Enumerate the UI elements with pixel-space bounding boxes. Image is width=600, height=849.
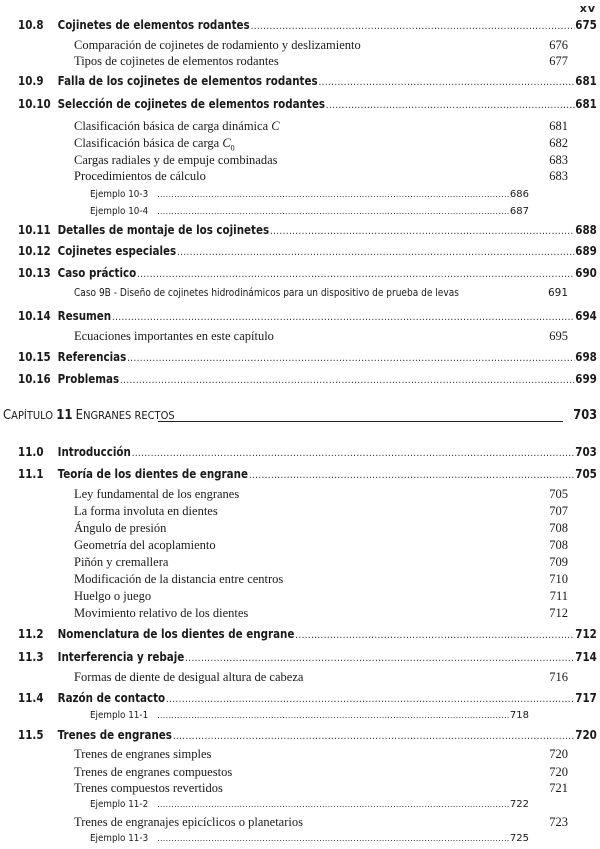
page-number: 725: [509, 833, 529, 844]
section-title: Selección de cojinetes de elementos rodantes: [57, 97, 325, 111]
page-number: 689: [575, 244, 597, 258]
toc-section-11-0[interactable]: [0, 443, 597, 461]
example-title: Ejemplo 10-3: [90, 189, 149, 200]
section-number: 10.8: [18, 18, 44, 32]
leader-dots: [132, 445, 575, 463]
page-number: 699: [575, 372, 597, 386]
page-number: 714: [575, 650, 597, 664]
page-number: 688: [575, 223, 597, 237]
toc-subentry[interactable]: [0, 502, 600, 520]
leader-dots: [120, 372, 574, 390]
toc-example[interactable]: [0, 707, 600, 725]
leader-dots: [137, 266, 574, 284]
subentry-title: Ley fundamental de los engranes: [74, 487, 240, 501]
toc-subentry[interactable]: [0, 779, 600, 797]
toc-subentry[interactable]: [0, 668, 600, 686]
subentry-title: Ecuaciones importantes en este capítulo: [74, 329, 274, 343]
chapter-rule: [158, 421, 563, 422]
section-number: 11.1: [18, 467, 44, 481]
subentry-title: Ángulo de presión: [74, 521, 167, 535]
page-number: 677: [549, 54, 568, 68]
page-number: 712: [549, 606, 568, 620]
example-title: Ejemplo 11-1: [90, 710, 149, 721]
subentry-title: Trenes de engranajes epicíclicos o planetarios: [74, 815, 303, 829]
leader-dots: [173, 728, 575, 746]
toc-subentry-case[interactable]: [0, 284, 600, 302]
page-number: 676: [549, 38, 568, 52]
toc-subentry[interactable]: [0, 536, 600, 554]
section-title: Interferencia y rebaje: [57, 650, 185, 664]
toc-section-10-16[interactable]: [0, 370, 597, 388]
toc-subentry[interactable]: [0, 745, 600, 763]
leader-dots: [157, 796, 509, 814]
toc-subentry[interactable]: [0, 553, 600, 571]
toc-section-10-10[interactable]: [0, 95, 597, 113]
toc-subentry[interactable]: [0, 52, 600, 70]
leader-dots: [157, 203, 509, 221]
leader-dots: [318, 74, 574, 92]
subentry-title: Clasificación básica de carga $C_0$: [74, 136, 235, 153]
subentry-title: Piñón y cremallera: [74, 555, 169, 569]
section-title: Trenes de engranes: [57, 728, 172, 742]
section-number: 11.4: [18, 691, 44, 705]
page-number: 682: [549, 136, 568, 150]
page-number: 698: [575, 350, 597, 364]
page-number: 686: [509, 189, 529, 200]
page-number: 720: [549, 747, 568, 761]
toc-section-11-5[interactable]: [0, 726, 597, 744]
leader-dots: [270, 223, 574, 241]
section-title: Razón de contacto: [57, 691, 166, 705]
toc-section-10-9[interactable]: [0, 72, 597, 90]
section-title: Falla de los cojinetes de elementos rodantes: [57, 74, 318, 88]
page-number: 694: [575, 309, 597, 323]
subentry-title: Movimiento relativo de los dientes: [74, 606, 249, 620]
toc-subentry[interactable]: [0, 134, 600, 152]
toc-chapter-11[interactable]: [0, 405, 600, 427]
leader-dots: [127, 350, 574, 368]
subentry-title: La forma involuta en dientes: [74, 504, 218, 518]
toc-section-10-13[interactable]: [0, 264, 597, 282]
section-number: 10.14: [18, 309, 51, 323]
leader-dots: [157, 830, 509, 848]
toc-subentry[interactable]: [0, 327, 600, 345]
subentry-title: Modificación de la distancia entre centros: [74, 572, 284, 586]
page-number: 691: [547, 287, 568, 299]
example-title: Ejemplo 11-2: [90, 799, 149, 810]
leader-dots: [177, 244, 574, 262]
page-number: 708: [549, 538, 568, 552]
leader-dots: [157, 186, 509, 204]
subentry-title: Trenes de engranes simples: [74, 747, 212, 761]
page-number: 720: [549, 765, 568, 779]
page-number: 683: [549, 169, 568, 183]
leader-dots: [157, 707, 509, 725]
toc-subentry[interactable]: [0, 813, 600, 831]
subentry-title: Clasificación básica de carga dinámica C: [74, 119, 280, 133]
toc-subentry[interactable]: [0, 519, 600, 537]
toc-example[interactable]: [0, 830, 600, 848]
leader-dots: [251, 18, 575, 36]
toc-subentry[interactable]: [0, 485, 600, 503]
toc-section-11-4[interactable]: [0, 689, 597, 707]
section-title: Introducción: [57, 445, 131, 459]
page-folio: xv: [579, 2, 596, 15]
page-number: 695: [549, 329, 568, 343]
section-title: Teoría de los dientes de engrane: [57, 467, 248, 481]
page-number: 681: [575, 74, 597, 88]
toc-example[interactable]: [0, 186, 600, 204]
page-number: 720: [575, 728, 597, 742]
toc-example[interactable]: [0, 203, 600, 221]
toc-section-10-15[interactable]: [0, 348, 597, 366]
section-number: 10.12: [18, 244, 51, 258]
section-title: Problemas: [57, 372, 120, 386]
section-title: Referencias: [57, 350, 127, 364]
page-number: 681: [549, 119, 568, 133]
section-number: 10.13: [18, 266, 51, 280]
section-number: 11.2: [18, 627, 44, 641]
toc-section-11-1[interactable]: [0, 465, 597, 483]
section-number: 10.16: [18, 372, 51, 386]
toc-subentry[interactable]: [0, 167, 600, 185]
section-title: Cojinetes de elementos rodantes: [57, 18, 250, 32]
subentry-title: Huelgo o juego: [74, 589, 152, 603]
section-number: 11.5: [18, 728, 44, 742]
subentry-title: Procedimientos de cálculo: [74, 169, 206, 183]
toc-example[interactable]: [0, 796, 600, 814]
page-number: 721: [549, 781, 568, 795]
page-number: 683: [549, 153, 568, 167]
page-number: 708: [549, 521, 568, 535]
section-number: 10.15: [18, 350, 51, 364]
page-number: 710: [549, 572, 568, 586]
leader-dots: [249, 467, 575, 485]
section-number: 11.0: [18, 445, 44, 459]
subentry-title: Geometría del acoplamiento: [74, 538, 216, 552]
toc-subentry[interactable]: [0, 587, 600, 605]
page-number: 690: [575, 266, 597, 280]
subentry-title: Trenes de engranes compuestos: [74, 765, 233, 779]
section-number: 10.10: [18, 97, 51, 111]
leader-dots: [112, 309, 574, 327]
page-number: 707: [549, 504, 568, 518]
toc-subentry[interactable]: [0, 570, 600, 588]
section-title: Detalles de montaje de los cojinetes: [57, 223, 270, 237]
page-number: 681: [575, 97, 597, 111]
toc-section-11-2[interactable]: [0, 625, 597, 643]
page-number: 705: [549, 487, 568, 501]
page-number: 705: [575, 467, 597, 481]
section-number: 10.9: [18, 74, 44, 88]
page-number: 703: [575, 445, 597, 459]
toc-section-10-14[interactable]: [0, 307, 597, 325]
subentry-title: Tipos de cojinetes de elementos rodantes: [74, 54, 279, 68]
page-number: 703: [573, 408, 597, 423]
page-number: 711: [549, 589, 568, 603]
toc-subentry[interactable]: [0, 604, 600, 622]
subentry-title: Trenes compuestos revertidos: [74, 781, 223, 795]
page-number: 716: [549, 670, 568, 684]
section-number: 11.3: [18, 650, 44, 664]
section-title: Cojinetes especiales: [57, 244, 177, 258]
toc-section-11-3[interactable]: [0, 648, 597, 666]
section-title: Nomenclatura de los dientes de engrane: [57, 627, 295, 641]
leader-dots: [295, 627, 574, 645]
page-number: 722: [509, 799, 529, 810]
page-number: 712: [575, 627, 597, 641]
section-title: Resumen: [57, 309, 112, 323]
subentry-title: Comparación de cojinetes de rodamiento y deslizamiento: [74, 38, 361, 52]
page-number: 717: [575, 691, 597, 705]
toc-section-10-11[interactable]: [0, 221, 597, 239]
toc-section-10-12[interactable]: [0, 242, 597, 260]
page-number: 709: [549, 555, 568, 569]
leader-dots: [185, 650, 574, 668]
subentry-title: Cargas radiales y de empuje combinadas: [74, 153, 278, 167]
leader-dots: [326, 97, 575, 115]
section-number: 10.11: [18, 223, 51, 237]
page-number: 687: [509, 206, 529, 217]
chapter-heading: CAPÍTULO 11 ENGRANES RECTOS: [3, 408, 175, 423]
toc-section-10-8[interactable]: [0, 16, 597, 34]
subentry-title: Formas de diente de desigual altura de cabeza: [74, 670, 304, 684]
section-title: Caso práctico: [57, 266, 137, 280]
page-number: 723: [549, 815, 568, 829]
page-number: 675: [575, 18, 597, 32]
subentry-title: Caso 9B - Diseño de cojinetes hidrodinámicos para un dispositivo de prueba de levas: [74, 287, 459, 299]
toc-subentry[interactable]: [0, 117, 600, 135]
page-number: 718: [509, 710, 529, 721]
example-title: Ejemplo 10-4: [90, 206, 149, 217]
example-title: Ejemplo 11-3: [90, 833, 149, 844]
